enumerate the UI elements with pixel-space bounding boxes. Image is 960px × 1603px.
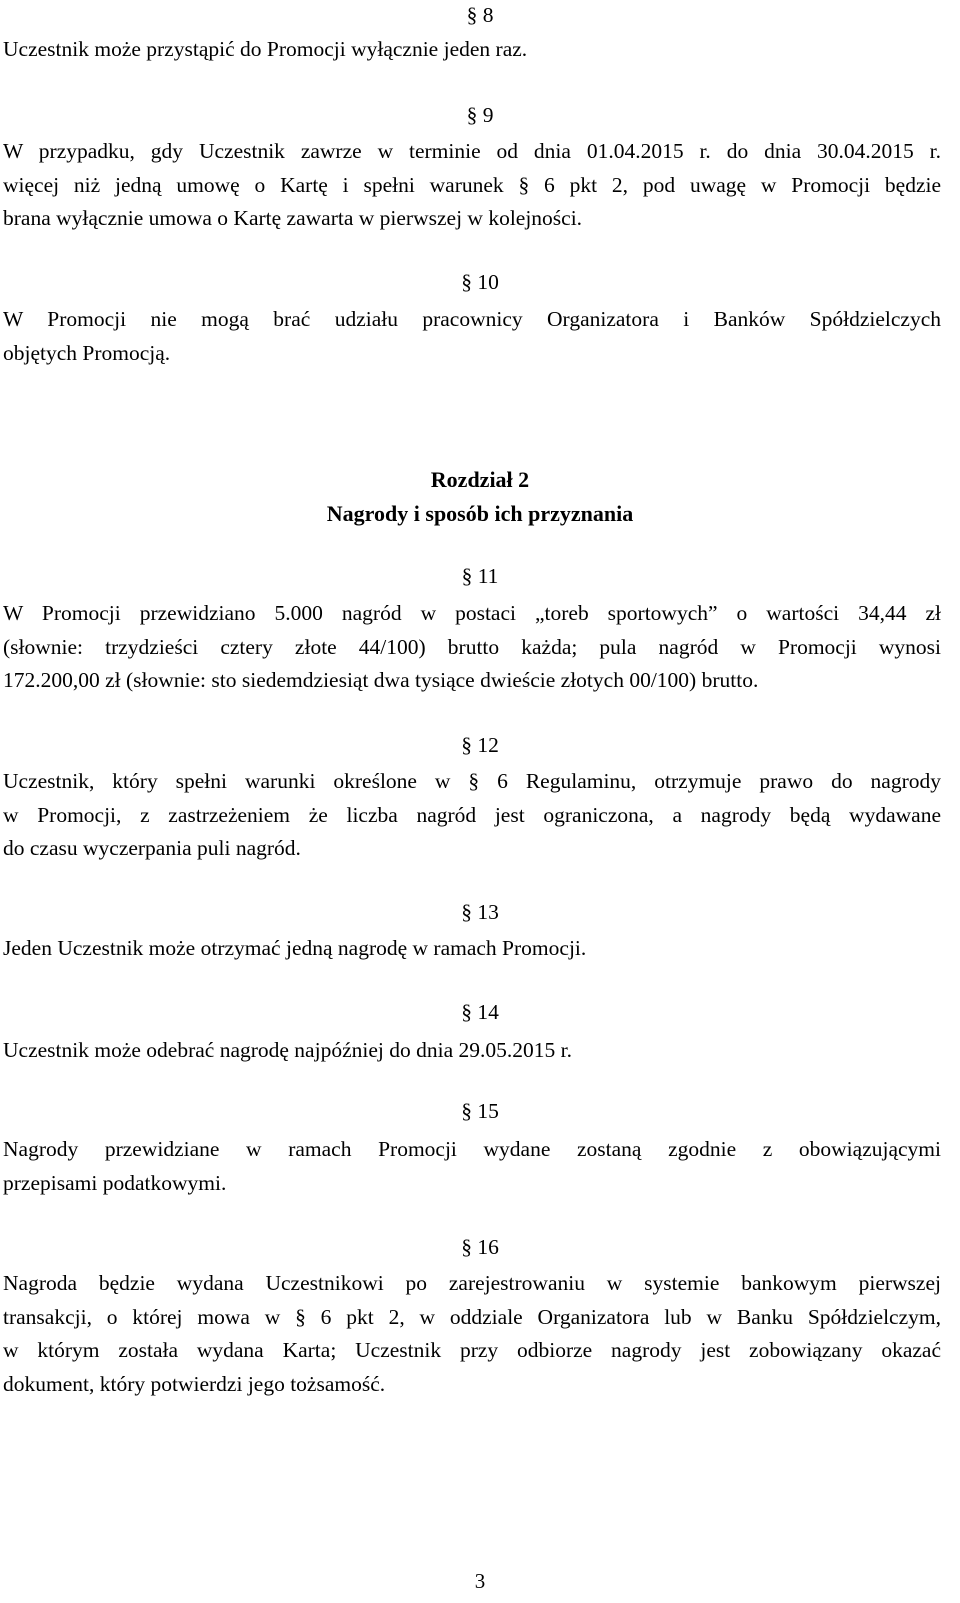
- paragraph-line: w którym została wydana Karta; Uczestnik przy odbiorze nagrody jest zobowiązany okazać: [3, 1338, 941, 1362]
- section-12-heading: § 12: [461, 733, 499, 757]
- section-15-heading: § 15: [461, 1099, 499, 1123]
- section-8-heading: § 8: [466, 3, 494, 27]
- section-12-text: [3, 765, 941, 866]
- section-15-text: [3, 1133, 941, 1200]
- section-13-text: [3, 932, 941, 966]
- section-16-text: [3, 1267, 941, 1401]
- page-number: 3: [474, 1569, 486, 1593]
- section-11-text: [3, 597, 941, 698]
- paragraph-line: Uczestnik, który spełni warunki określone w § 6 Regulaminu, otrzymuje prawo do nagrody: [3, 769, 941, 793]
- chapter-subtitle: Nagrody i sposób ich przyznania: [326, 501, 634, 526]
- paragraph-line: W Promocji nie mogą brać udziału pracownicy Organizatora i Banków Spółdzielczych: [3, 307, 941, 331]
- paragraph-line: dokument, który potwierdzi jego tożsamość.: [3, 1371, 386, 1396]
- paragraph-line: W Promocji przewidziano 5.000 nagród w postaci „toreb sportowych” o wartości 34,44 zł: [3, 601, 941, 625]
- section-10-text: [3, 303, 941, 370]
- paragraph-line: (słownie: trzydzieści cztery złote 44/100) brutto każda; pula nagród w Promocji wynosi: [3, 634, 941, 659]
- paragraph-line: więcej niż jedną umowę o Kartę i spełni warunek § 6 pkt 2, pod uwagę w Promocji będzie: [3, 172, 941, 197]
- section-8-text: [3, 33, 941, 67]
- section-9-heading: § 9: [466, 103, 494, 127]
- paragraph-line: Nagroda będzie wydana Uczestnikowi po zarejestrowaniu w systemie bankowym pierwszej: [3, 1271, 941, 1295]
- section-16-heading: § 16: [461, 1235, 499, 1259]
- paragraph-line: Nagrody przewidziane w ramach Promocji wydane zostaną zgodnie z obowiązującymi: [3, 1137, 941, 1161]
- section-14-text: [3, 1034, 941, 1068]
- paragraph-line: Jeden Uczestnik może otrzymać jedną nagrodę w ramach Promocji.: [3, 936, 587, 960]
- paragraph-line: 172.200,00 zł (słownie: sto siedemdziesiąt dwa tysiące dwieście złotych 00/100) brutto.: [3, 668, 759, 692]
- paragraph-line: Uczestnik może odebrać nagrodę najpóźniej do dnia 29.05.2015 r.: [3, 1038, 572, 1062]
- paragraph-line: objętych Promocją.: [3, 340, 171, 365]
- paragraph-line: do czasu wyczerpania puli nagród.: [3, 836, 301, 860]
- paragraph-line: w Promocji, z zastrzeżeniem że liczba nagród jest ograniczona, a nagrody będą wydawane: [3, 802, 941, 827]
- paragraph-line: brana wyłącznie umowa o Kartę zawarta w pierwszej w kolejności.: [3, 206, 583, 230]
- section-9-text: [3, 135, 941, 236]
- paragraph-line: W przypadku, gdy Uczestnik zawrze w terminie od dnia 01.04.2015 r. do dnia 30.04.2015 r.: [3, 139, 941, 163]
- section-10-heading: § 10: [461, 270, 499, 294]
- paragraph-line: Uczestnik może przystąpić do Promocji wyłącznie jeden raz.: [3, 37, 528, 61]
- chapter-title: Rozdział 2: [430, 467, 530, 492]
- paragraph-line: przepisami podatkowymi.: [3, 1170, 227, 1195]
- section-13-heading: § 13: [461, 900, 499, 924]
- section-14-heading: § 14: [461, 1000, 499, 1024]
- paragraph-line: transakcji, o której mowa w § 6 pkt 2, w oddziale Organizatora lub w Banku Spółdzielczym,: [3, 1304, 941, 1329]
- section-11-heading: § 11: [461, 564, 499, 588]
